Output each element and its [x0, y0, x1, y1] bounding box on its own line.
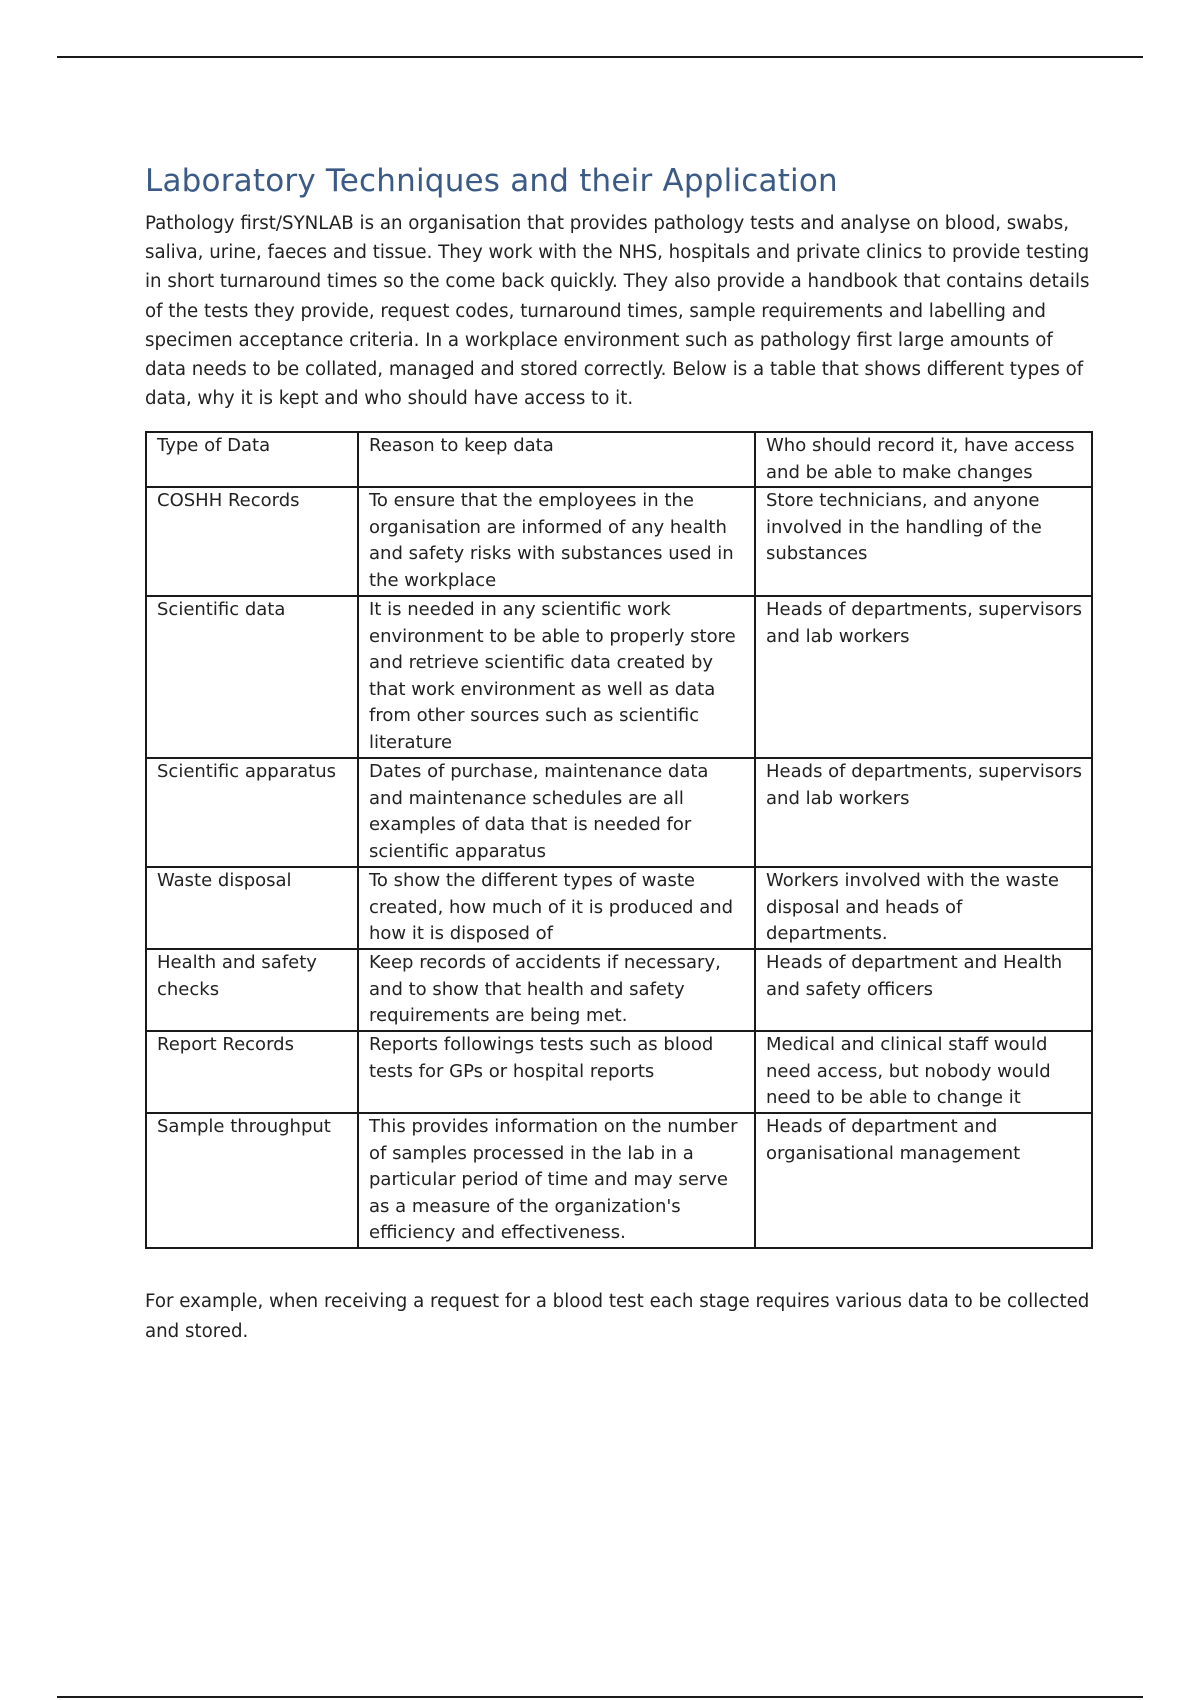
- header-reason: Reason to keep data: [358, 432, 755, 487]
- closing-paragraph: For example, when receiving a request for a blood test each stage requires various data to be collected and stored.: [145, 1291, 1090, 1342]
- cell-reason: Dates of purchase, maintenance data and maintenance schedules are all examples of data that is needed for scientific apparatus: [358, 758, 755, 867]
- cell-who: Medical and clinical staff would need access, but nobody would need to be able to change it: [755, 1031, 1092, 1113]
- header-rule: [57, 56, 1143, 58]
- table-row: [146, 867, 1092, 949]
- table-row: [146, 487, 1092, 596]
- cell-type: Report Records: [146, 1031, 358, 1113]
- cell-type: Health and safety checks: [146, 949, 358, 1031]
- cell-reason: It is needed in any scientific work environment to be able to properly store and retrieve scientific data created by that work environment as well as data from other sources such as scientific literature: [358, 596, 755, 758]
- table-row: [146, 949, 1092, 1031]
- cell-type: Waste disposal: [146, 867, 358, 949]
- table-header-row: [146, 432, 1092, 487]
- table-row: [146, 1031, 1092, 1113]
- cell-who: Store technicians, and anyone involved in the handling of the substances: [755, 487, 1092, 596]
- cell-who: Workers involved with the waste disposal and heads of departments.: [755, 867, 1092, 949]
- cell-reason: Reports followings tests such as blood tests for GPs or hospital reports: [358, 1031, 755, 1113]
- header-type-of-data: Type of Data: [146, 432, 358, 487]
- cell-who: Heads of departments, supervisors and lab workers: [755, 596, 1092, 758]
- page-title: Laboratory Techniques and their Application: [145, 163, 838, 199]
- table-row: [146, 596, 1092, 758]
- document-body: [145, 163, 1091, 1346]
- cell-type: COSHH Records: [146, 487, 358, 596]
- intro-paragraph: Pathology first/SYNLAB is an organisation that provides pathology tests and analyse on blood, swabs, saliva, urine, faeces and tissue. They work with the NHS, hospitals and private clinics to provide testing in short turnaround times so the come back quickly. They also provide a handbook that contains details of the tests they provide, request codes, turnaround times, sample requirements and labelling and specimen acceptance criteria. In a workplace environment such as pathology first large amounts of data needs to be collated, managed and stored correctly. Below is a table that shows different types of data, why it is kept and who should have access to it.: [145, 213, 1090, 410]
- data-types-table: [145, 431, 1093, 1249]
- table-row: [146, 758, 1092, 867]
- header-who: Who should record it, have access and be able to make changes: [755, 432, 1092, 487]
- cell-type: Sample throughput: [146, 1113, 358, 1248]
- cell-reason: To ensure that the employees in the organisation are informed of any health and safety risks with substances used in the workplace: [358, 487, 755, 596]
- table-row: [146, 1113, 1092, 1248]
- cell-type: Scientific apparatus: [146, 758, 358, 867]
- cell-type: Scientific data: [146, 596, 358, 758]
- cell-reason: To show the different types of waste created, how much of it is produced and how it is disposed of: [358, 867, 755, 949]
- cell-who: Heads of department and Health and safety officers: [755, 949, 1092, 1031]
- cell-reason: This provides information on the number of samples processed in the lab in a particular period of time and may serve as a measure of the organization's efficiency and effectiveness.: [358, 1113, 755, 1248]
- cell-who: Heads of departments, supervisors and lab workers: [755, 758, 1092, 867]
- cell-reason: Keep records of accidents if necessary, and to show that health and safety requirements are being met.: [358, 949, 755, 1031]
- cell-who: Heads of department and organisational management: [755, 1113, 1092, 1248]
- footer-rule: [57, 1696, 1143, 1698]
